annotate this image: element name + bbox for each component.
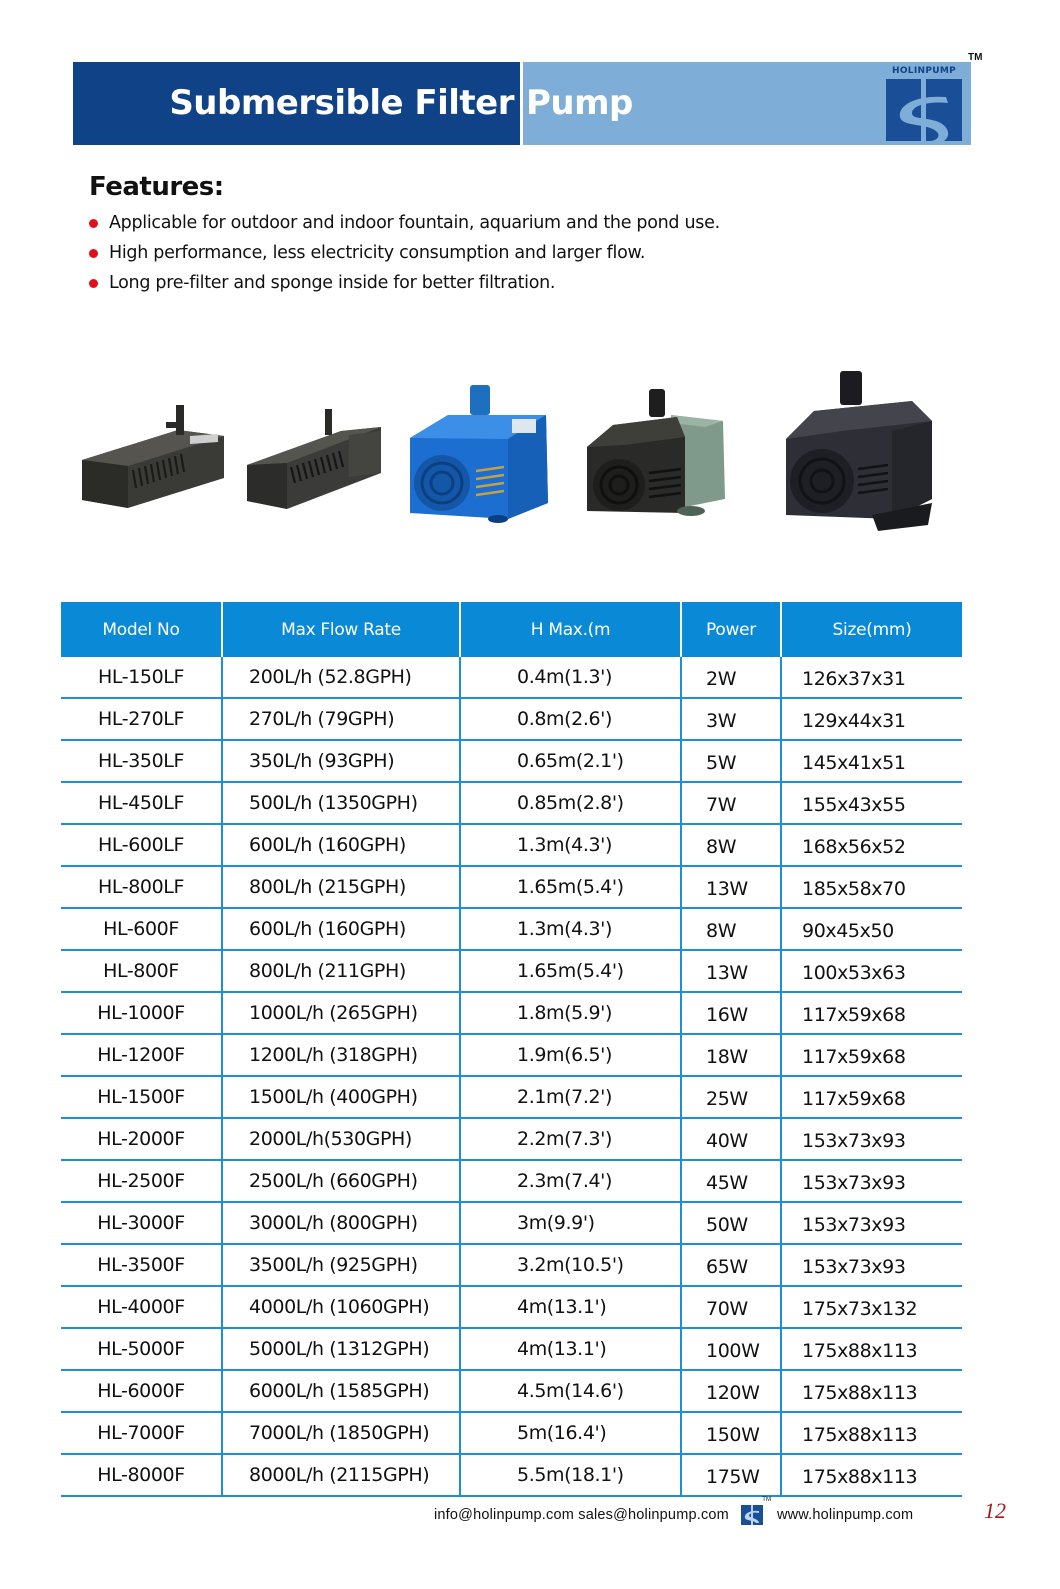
footer <box>434 1497 914 1530</box>
feature-item <box>89 238 720 268</box>
column-header-model: Model No <box>61 602 222 657</box>
table-row <box>61 1244 962 1286</box>
cell-size: 185x58x70 <box>781 866 962 908</box>
cell-power: 100W <box>681 1328 781 1370</box>
cell-flow-rate: 3000L/h (800GPH) <box>222 1202 460 1244</box>
inline-filter-pump-icon <box>78 400 228 510</box>
cell-power: 25W <box>681 1076 781 1118</box>
cell-power: 5W <box>681 740 781 782</box>
cell-max-head: 1.3m(4.3') <box>460 908 681 950</box>
cell-max-head: 2.1m(7.2') <box>460 1076 681 1118</box>
feature-item <box>89 208 720 238</box>
submersible-pump-icon <box>585 387 730 527</box>
cell-size: 117x59x68 <box>781 992 962 1034</box>
bullet-icon <box>89 219 98 228</box>
cell-model: HL-1200F <box>61 1034 222 1076</box>
cell-max-head: 1.8m(5.9') <box>460 992 681 1034</box>
table-row <box>61 1034 962 1076</box>
table-body <box>61 657 962 1496</box>
cell-power: 40W <box>681 1118 781 1160</box>
cell-power: 50W <box>681 1202 781 1244</box>
cell-model: HL-4000F <box>61 1286 222 1328</box>
table-row <box>61 1328 962 1370</box>
column-header-flow: Max Flow Rate <box>222 602 460 657</box>
table-row <box>61 1286 962 1328</box>
cell-model: HL-450LF <box>61 782 222 824</box>
cell-power: 8W <box>681 824 781 866</box>
cell-model: HL-7000F <box>61 1412 222 1454</box>
table-row <box>61 1160 962 1202</box>
cell-flow-rate: 4000L/h (1060GPH) <box>222 1286 460 1328</box>
cell-max-head: 2.2m(7.3') <box>460 1118 681 1160</box>
banner-light-section <box>520 62 971 145</box>
cell-power: 13W <box>681 866 781 908</box>
cell-model: HL-600F <box>61 908 222 950</box>
footer-website: www.holinpump.com <box>776 1507 914 1523</box>
cell-flow-rate: 350L/h (93GPH) <box>222 740 460 782</box>
cell-size: 155x43x55 <box>781 782 962 824</box>
cell-model: HL-6000F <box>61 1370 222 1412</box>
cell-power: 175W <box>681 1454 781 1496</box>
logo-mark-icon <box>886 79 962 141</box>
table-row <box>61 1412 962 1454</box>
table-row <box>61 950 962 992</box>
cell-max-head: 4m(13.1') <box>460 1286 681 1328</box>
cell-max-head: 1.9m(6.5') <box>460 1034 681 1076</box>
cell-max-head: 1.65m(5.4') <box>460 866 681 908</box>
cell-power: 70W <box>681 1286 781 1328</box>
feature-text: Long pre-filter and sponge inside for better filtration. <box>109 273 556 293</box>
footer-trademark: TM <box>762 1497 771 1503</box>
cell-model: HL-2500F <box>61 1160 222 1202</box>
table-row <box>61 740 962 782</box>
cell-max-head: 0.85m(2.8') <box>460 782 681 824</box>
cell-max-head: 4.5m(14.6') <box>460 1370 681 1412</box>
cell-power: 2W <box>681 657 781 698</box>
holinpump-logo <box>883 66 965 142</box>
cell-model: HL-3500F <box>61 1244 222 1286</box>
table-row <box>61 1118 962 1160</box>
cell-flow-rate: 1200L/h (318GPH) <box>222 1034 460 1076</box>
cell-flow-rate: 1000L/h (265GPH) <box>222 992 460 1034</box>
submersible-pump-icon <box>782 369 934 535</box>
cell-power: 3W <box>681 698 781 740</box>
cell-power: 150W <box>681 1412 781 1454</box>
cell-size: 129x44x31 <box>781 698 962 740</box>
table-row <box>61 908 962 950</box>
cell-size: 175x88x113 <box>781 1370 962 1412</box>
cell-model: HL-1000F <box>61 992 222 1034</box>
cell-size: 145x41x51 <box>781 740 962 782</box>
cell-power: 16W <box>681 992 781 1034</box>
table-row <box>61 992 962 1034</box>
table-row <box>61 657 962 698</box>
cell-max-head: 5.5m(18.1') <box>460 1454 681 1496</box>
table-header-row <box>61 602 962 657</box>
spec-table <box>61 602 962 1497</box>
cell-size: 153x73x93 <box>781 1244 962 1286</box>
table-row <box>61 866 962 908</box>
footer-logo-icon <box>741 1497 771 1525</box>
cell-flow-rate: 800L/h (215GPH) <box>222 866 460 908</box>
features-section <box>89 172 720 298</box>
cell-flow-rate: 2500L/h (660GPH) <box>222 1160 460 1202</box>
cell-max-head: 3.2m(10.5') <box>460 1244 681 1286</box>
cell-model: HL-3000F <box>61 1202 222 1244</box>
cell-size: 153x73x93 <box>781 1160 962 1202</box>
cell-model: HL-350LF <box>61 740 222 782</box>
table-row <box>61 698 962 740</box>
cell-size: 153x73x93 <box>781 1118 962 1160</box>
cell-model: HL-600LF <box>61 824 222 866</box>
cell-size: 175x88x113 <box>781 1454 962 1496</box>
cell-flow-rate: 800L/h (211GPH) <box>222 950 460 992</box>
cell-flow-rate: 600L/h (160GPH) <box>222 824 460 866</box>
banner-dark-section <box>73 62 520 145</box>
cell-flow-rate: 200L/h (52.8GPH) <box>222 657 460 698</box>
cell-model: HL-8000F <box>61 1454 222 1496</box>
table-row <box>61 1202 962 1244</box>
bullet-icon <box>89 249 98 258</box>
feature-text: High performance, less electricity consumption and larger flow. <box>109 243 646 263</box>
cell-flow-rate: 270L/h (79GPH) <box>222 698 460 740</box>
cell-power: 13W <box>681 950 781 992</box>
cell-size: 153x73x93 <box>781 1202 962 1244</box>
cell-power: 18W <box>681 1034 781 1076</box>
cell-flow-rate: 1500L/h (400GPH) <box>222 1076 460 1118</box>
page-number: 12 <box>984 1498 1006 1523</box>
cell-size: 117x59x68 <box>781 1076 962 1118</box>
cell-model: HL-2000F <box>61 1118 222 1160</box>
cell-size: 168x56x52 <box>781 824 962 866</box>
column-header-power: Power <box>681 602 781 657</box>
cell-size: 175x88x113 <box>781 1328 962 1370</box>
feature-item <box>89 268 720 298</box>
logo-text: HOLINPUMP <box>892 66 956 76</box>
cell-model: HL-800LF <box>61 866 222 908</box>
cell-flow-rate: 2000L/h(530GPH) <box>222 1118 460 1160</box>
column-header-size: Size(mm) <box>781 602 962 657</box>
cell-power: 120W <box>681 1370 781 1412</box>
cell-flow-rate: 600L/h (160GPH) <box>222 908 460 950</box>
cell-power: 7W <box>681 782 781 824</box>
cell-max-head: 5m(16.4') <box>460 1412 681 1454</box>
page-title-part2: Pump <box>526 83 633 123</box>
cell-max-head: 0.8m(2.6') <box>460 698 681 740</box>
features-heading: Features: <box>89 172 224 202</box>
table-row <box>61 782 962 824</box>
cell-flow-rate: 6000L/h (1585GPH) <box>222 1370 460 1412</box>
cell-flow-rate: 500L/h (1350GPH) <box>222 782 460 824</box>
cell-power: 8W <box>681 908 781 950</box>
cell-size: 117x59x68 <box>781 1034 962 1076</box>
cell-model: HL-5000F <box>61 1328 222 1370</box>
title-banner <box>73 62 971 145</box>
cell-max-head: 2.3m(7.4') <box>460 1160 681 1202</box>
cell-size: 100x53x63 <box>781 950 962 992</box>
cell-max-head: 0.4m(1.3') <box>460 657 681 698</box>
feature-text: Applicable for outdoor and indoor fountain, aquarium and the pond use. <box>109 213 720 233</box>
cell-model: HL-1500F <box>61 1076 222 1118</box>
cell-max-head: 3m(9.9') <box>460 1202 681 1244</box>
cell-flow-rate: 5000L/h (1312GPH) <box>222 1328 460 1370</box>
cell-size: 90x45x50 <box>781 908 962 950</box>
cell-max-head: 1.65m(5.4') <box>460 950 681 992</box>
table-row <box>61 1454 962 1496</box>
table-row <box>61 1370 962 1412</box>
column-header-head: H Max.(m <box>460 602 681 657</box>
product-images <box>70 365 970 540</box>
submersible-pump-icon <box>408 383 553 525</box>
cell-size: 175x88x113 <box>781 1412 962 1454</box>
cell-size: 175x73x132 <box>781 1286 962 1328</box>
cell-flow-rate: 7000L/h (1850GPH) <box>222 1412 460 1454</box>
cell-size: 126x37x31 <box>781 657 962 698</box>
table-row <box>61 824 962 866</box>
cell-model: HL-800F <box>61 950 222 992</box>
cell-model: HL-270LF <box>61 698 222 740</box>
trademark-symbol: TM <box>968 52 983 63</box>
cell-power: 45W <box>681 1160 781 1202</box>
cell-max-head: 0.65m(2.1') <box>460 740 681 782</box>
cell-flow-rate: 3500L/h (925GPH) <box>222 1244 460 1286</box>
bullet-icon <box>89 279 98 288</box>
page-title-part1: Submersible Filter <box>169 83 514 123</box>
footer-emails: info@holinpump.com sales@holinpump.com <box>434 1507 729 1523</box>
cell-flow-rate: 8000L/h (2115GPH) <box>222 1454 460 1496</box>
inline-filter-pump-icon <box>245 405 385 515</box>
cell-model: HL-150LF <box>61 657 222 698</box>
cell-max-head: 1.3m(4.3') <box>460 824 681 866</box>
cell-power: 65W <box>681 1244 781 1286</box>
table-row <box>61 1076 962 1118</box>
cell-max-head: 4m(13.1') <box>460 1328 681 1370</box>
